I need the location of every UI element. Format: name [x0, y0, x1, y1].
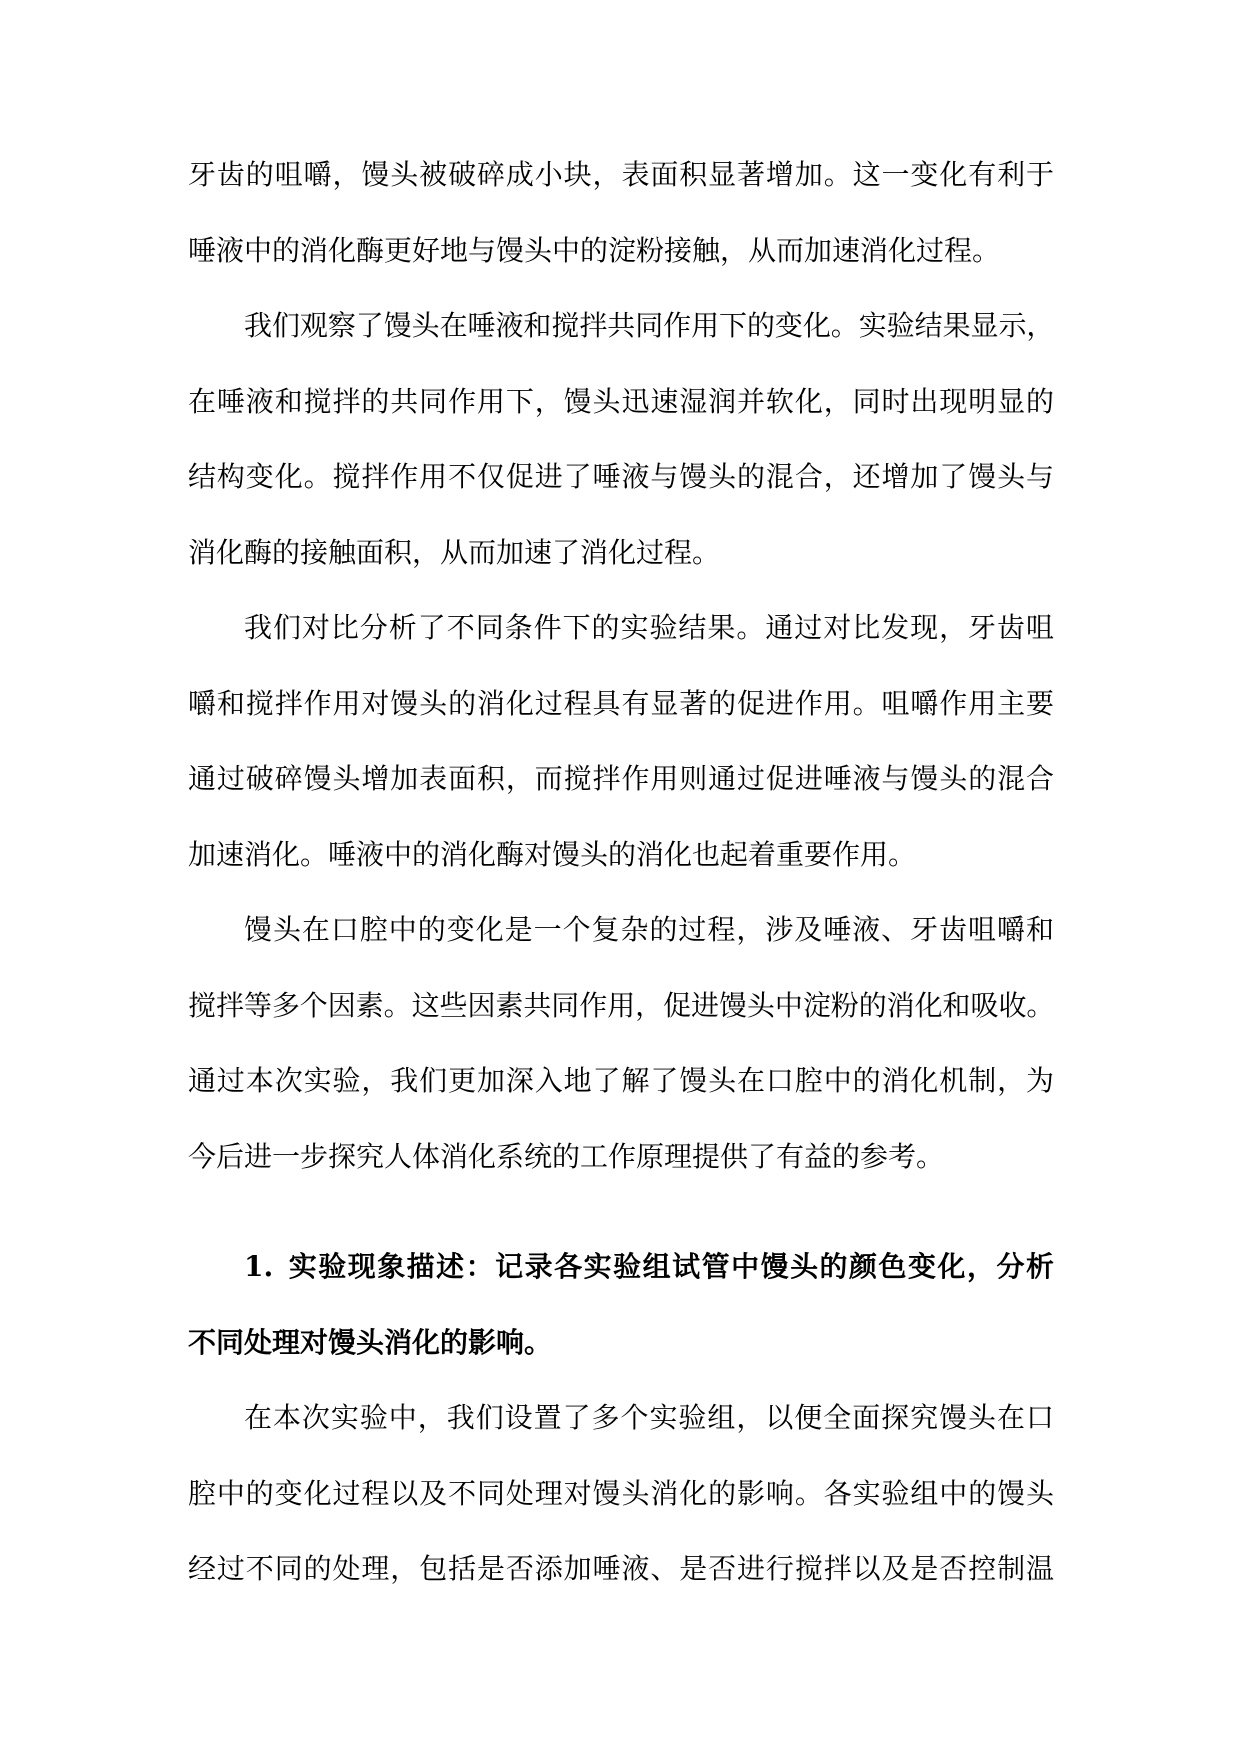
text-line: 通过破碎馒头增加表面积，而搅拌作用则通过促进唾液与馒头的混合	[188, 762, 1054, 795]
text-line: 馒头在口腔中的变化是一个复杂的过程，涉及唾液、牙齿咀嚼和	[244, 913, 1054, 946]
text-line: 通过本次实验，我们更加深入地了解了馒头在口腔中的消化机制，为	[188, 1064, 1054, 1097]
section-number: 1.	[244, 1250, 274, 1283]
text-line: 唾液中的消化酶更好地与馒头中的淀粉接触，从而加速消化过程。	[188, 233, 1001, 267]
text-line: 腔中的变化过程以及不同处理对馒头消化的影响。各实验组中的馒头	[188, 1476, 1054, 1510]
text-line: 我们对比分析了不同条件下的实验结果。通过对比发现，牙齿咀	[244, 611, 1054, 644]
text-line: 加速消化。唾液中的消化酶对馒头的消化也起着重要作用。	[188, 837, 917, 871]
text-line: 牙齿的咀嚼，馒头被破碎成小块，表面积显著增加。这一变化有利于	[188, 158, 1054, 191]
text-line: 经过不同的处理，包括是否添加唾液、是否进行搅拌以及是否控制温	[188, 1552, 1054, 1585]
text-line: 结构变化。搅拌作用不仅促进了唾液与馒头的混合，还增加了馒头与	[188, 460, 1054, 493]
paragraph	[188, 892, 1054, 1194]
text-line: 消化酶的接触面积，从而加速了消化过程。	[188, 535, 721, 569]
paragraph	[188, 1380, 1054, 1607]
text-body	[188, 137, 1054, 1607]
heading-text: 实验现象描述：记录各实验组试管中馒头的颜色变化，分析	[287, 1250, 1054, 1283]
text-line: 搅拌等多个因素。这些因素共同作用，促进馒头中淀粉的消化和吸收。	[188, 988, 1054, 1022]
text-line: 嚼和搅拌作用对馒头的消化过程具有显著的促进作用。咀嚼作用主要	[188, 686, 1054, 720]
text-line: 在本次实验中，我们设置了多个实验组，以便全面探究馒头在口	[244, 1401, 1054, 1434]
text-line: 在唾液和搅拌的共同作用下，馒头迅速湿润并软化，同时出现明显的	[188, 384, 1054, 418]
text-line: 今后进一步探究人体消化系统的工作原理提供了有益的参考。	[188, 1139, 945, 1173]
heading-line: 不同处理对馒头消化的影响。	[188, 1325, 553, 1359]
paragraph	[188, 137, 1054, 288]
heading-line	[188, 1229, 1054, 1305]
paragraph	[188, 288, 1054, 590]
section-heading	[188, 1229, 1054, 1380]
text-line: 我们观察了馒头在唾液和搅拌共同作用下的变化。实验结果显示，	[244, 309, 1054, 342]
paragraph	[188, 590, 1054, 892]
